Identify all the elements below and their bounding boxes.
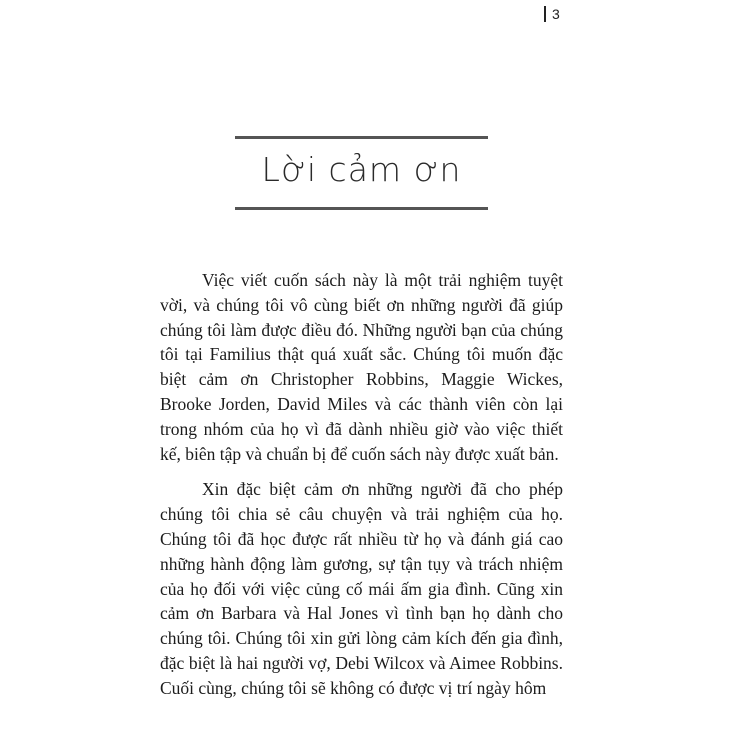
paragraph-1: Việc viết cuốn sách này là một trải nghiệm tuyệt vời, và chúng tôi vô cùng biết ơn những người đã giúp chúng tôi làm được điều đó. Những người bạn của chúng tôi tại Familius thật quá xuất sắc. Chúng tôi muốn đặc biệt cảm ơn Christopher Robbins, Maggie Wickes, Brooke Jorden, David Miles và các thành viên còn lại trong nhóm của họ vì đã dành nhiều giờ vào việc thiết kế, biên tập và chuẩn bị để cuốn sách này được xuất bản.: [160, 270, 563, 464]
page-number-divider: [544, 6, 546, 22]
paragraph-2: Xin đặc biệt cảm ơn những người đã cho phép chúng tôi chia sẻ câu chuyện và trải nghiệm của họ. Chúng tôi đã học được rất nhiều từ họ và đánh giá cao những hành động làm gương, sự tận tụy và trách nhiệm của họ đối với việc củng cố mái ấm gia đình. Cũng xin cảm ơn Barbara và Hal Jones vì tình bạn họ dành cho chúng tôi. Chúng tôi xin gửi lòng cảm kích đến gia đình, đặc biệt là hai người vợ, Debi Wilcox và Aimee Robbins. Cuối cùng, chúng tôi sẽ không có được vị trí ngày hôm: [160, 479, 563, 698]
body-text: [160, 268, 563, 712]
page-number-text: 3: [552, 6, 560, 22]
chapter-title: Lời cảm ơn: [261, 150, 462, 189]
title-rule-top: [235, 136, 488, 139]
title-rule-bottom: [235, 207, 488, 210]
chapter-heading: [235, 136, 488, 210]
page-number: [544, 4, 560, 24]
